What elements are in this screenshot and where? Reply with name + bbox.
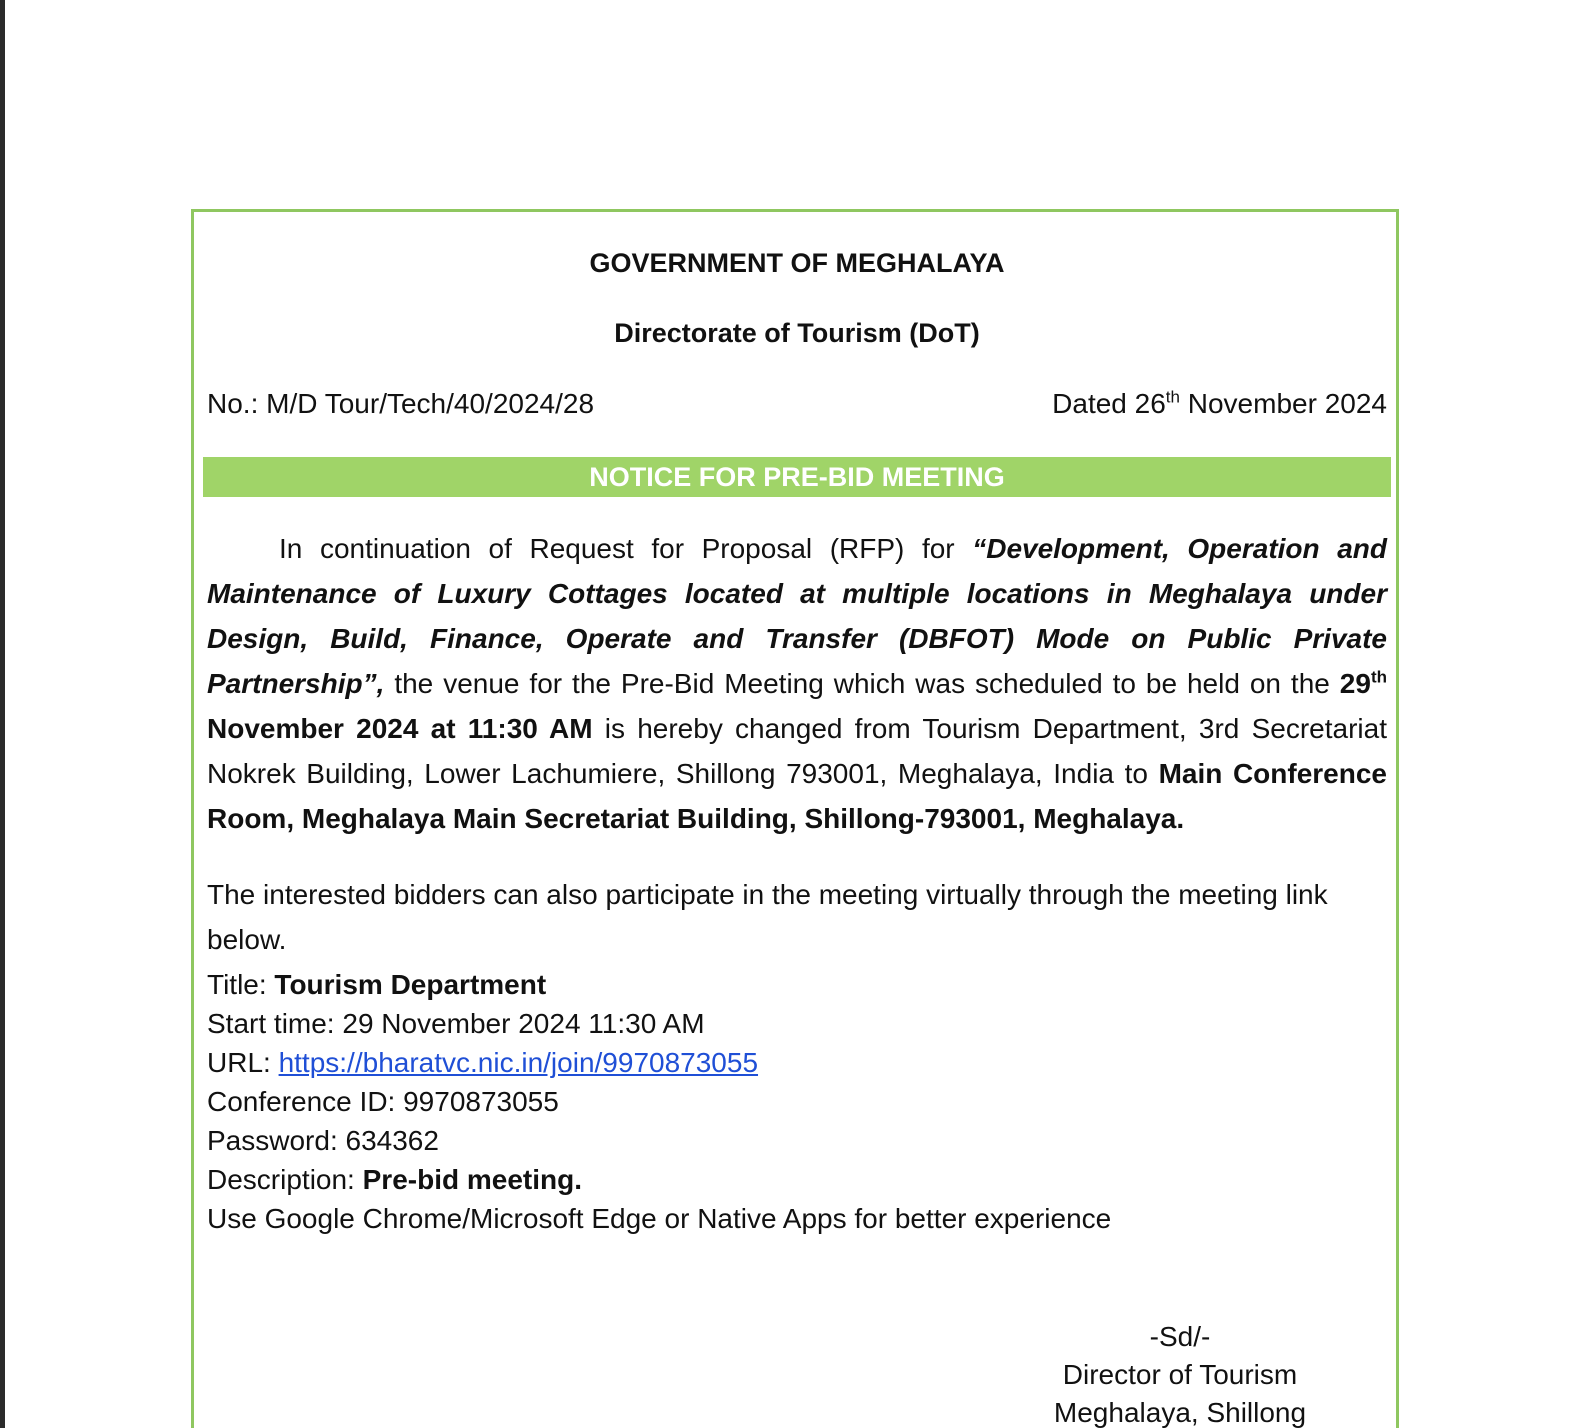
meeting-date-day: 29	[1339, 668, 1371, 699]
reference-number: No.: M/D Tour/Tech/40/2024/28	[207, 388, 595, 419]
reference-row	[207, 388, 1387, 420]
new-venue: Main Conference Room, Meghalaya Main Secretariat Building, Shillong-793001, Meghalaya.	[207, 758, 1387, 834]
para1-text3: is hereby changed from Tourism Department, 3rd Secretariat Nokrek Building, Lower Lachumiere, Shillong 793001, Meghalaya, India to	[207, 713, 1387, 789]
meeting-start-time: Start time: 29 November 2024 11:30 AM	[207, 1008, 705, 1039]
para1-text2: the venue for the Pre-Bid Meeting which was scheduled to be held on the	[384, 668, 1340, 699]
meeting-description-value: Pre-bid meeting.	[362, 1164, 582, 1195]
meeting-password: Password: 634362	[207, 1125, 439, 1156]
meeting-description-row	[207, 1160, 1387, 1199]
conference-id: Conference ID: 9970873055	[207, 1086, 559, 1117]
meeting-date-rest: November 2024 at 11:30 AM	[207, 713, 593, 744]
date-prefix: Dated 26	[1052, 388, 1166, 419]
viewer-left-edge	[0, 0, 5, 1428]
meeting-date-superscript: th	[1370, 667, 1387, 687]
browser-note: Use Google Chrome/Microsoft Edge or Native Apps for better experience	[207, 1203, 1112, 1234]
notice-paragraph-1	[207, 526, 1387, 841]
meeting-title-label: Title:	[207, 969, 275, 1000]
date-suffix: November 2024	[1179, 388, 1387, 419]
meeting-description-label: Description:	[207, 1164, 363, 1195]
meeting-title-value: Tourism Department	[274, 969, 547, 1000]
project-title: “Development, Operation and Maintenance of Luxury Cottages located at multiple locations in Meghalaya under Design, Build, Finance, Operate and Transfer (DBFOT) Mode on Public Private Partnership”,	[207, 533, 1388, 699]
meeting-url-label: URL:	[207, 1047, 279, 1078]
para1-intro: In continuation of Request for Proposal (RFP) for	[279, 533, 973, 564]
government-heading: GOVERNMENT OF MEGHALAYA	[589, 248, 1005, 278]
signature-sd: -Sd/-	[1149, 1321, 1211, 1352]
notice-banner: NOTICE FOR PRE-BID MEETING	[203, 457, 1391, 497]
signature-block	[1030, 1318, 1330, 1428]
meeting-title-row	[207, 965, 1387, 1004]
signature-location: Meghalaya, Shillong	[1053, 1397, 1307, 1428]
directorate-heading: Directorate of Tourism (DoT)	[614, 318, 980, 348]
signature-designation: Director of Tourism	[1062, 1359, 1298, 1390]
meeting-details	[207, 965, 1387, 1238]
notice-date	[1052, 388, 1387, 420]
meeting-url-row	[207, 1043, 1387, 1082]
date-superscript: th	[1165, 387, 1180, 407]
meeting-url-link[interactable]: https://bharatvc.nic.in/join/9970873055	[278, 1047, 759, 1078]
notice-paragraph-2: The interested bidders can also participate in the meeting virtually through the meeting link below.	[207, 879, 1328, 955]
